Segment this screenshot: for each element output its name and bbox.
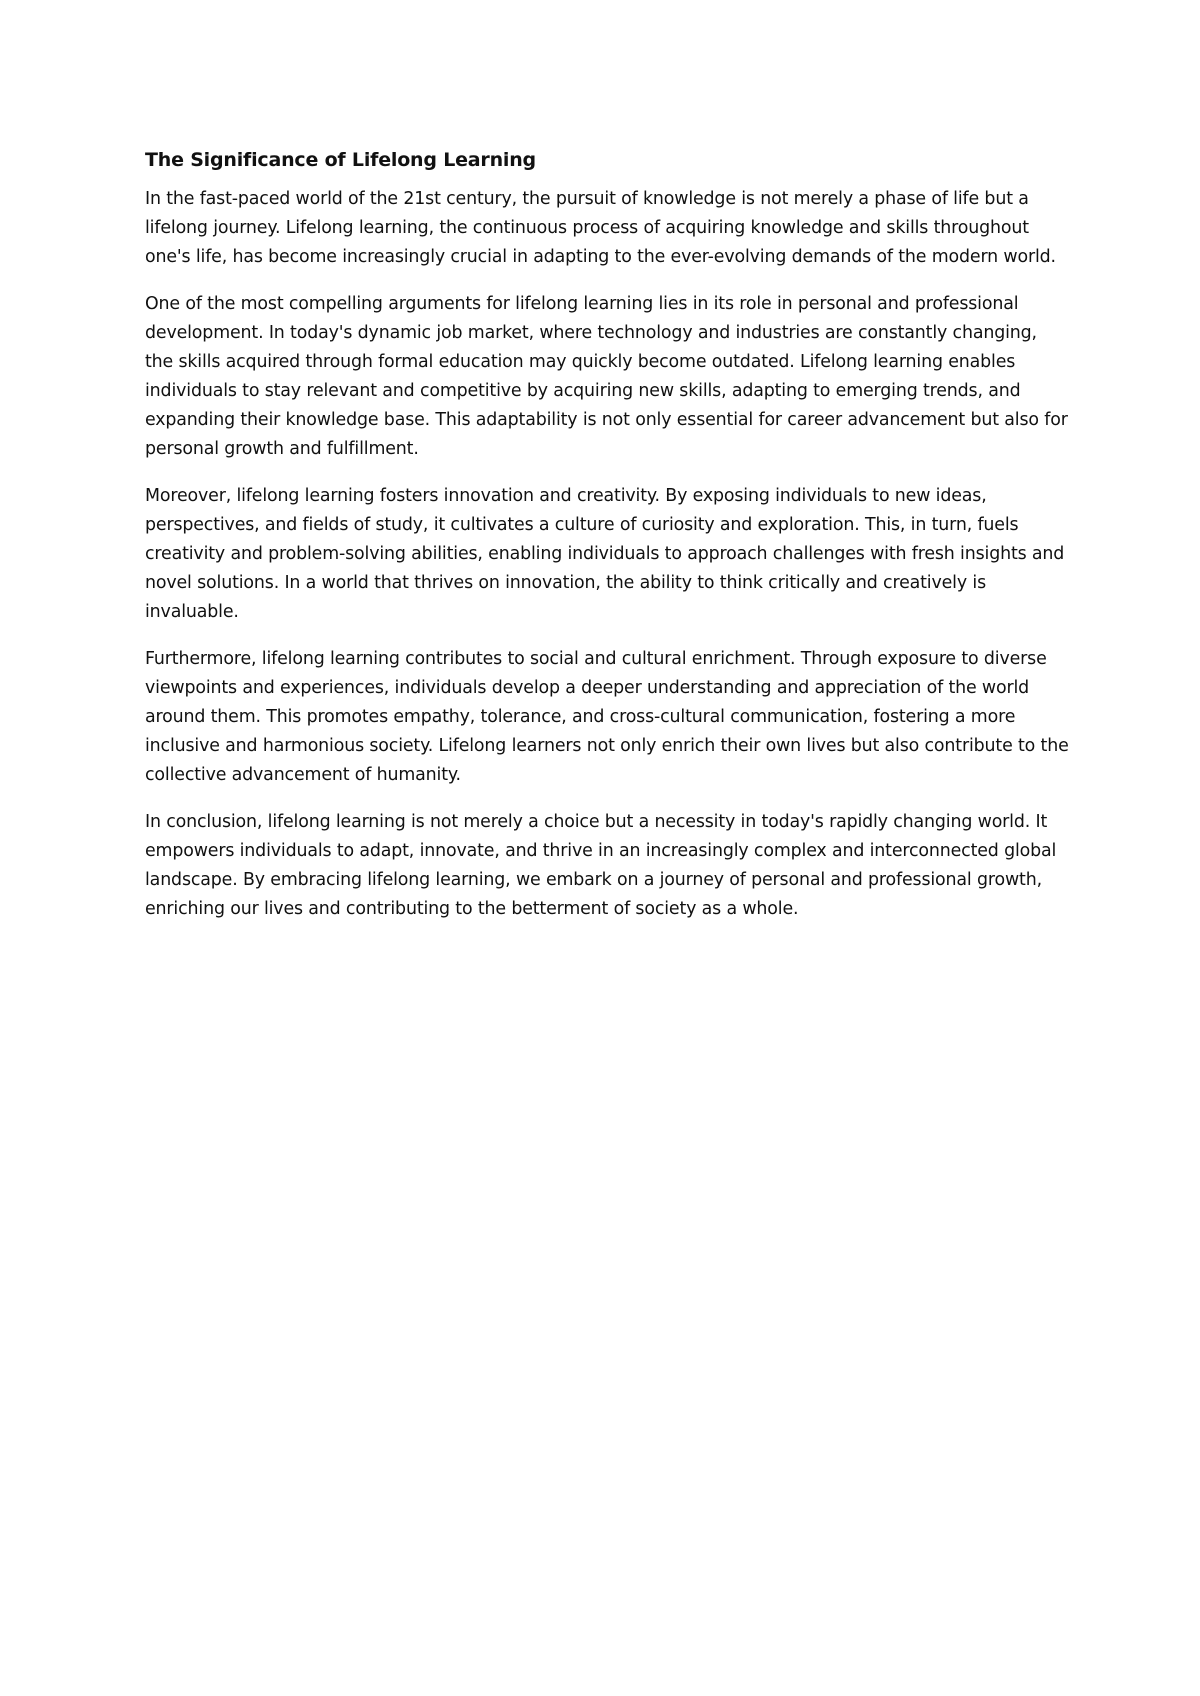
- paragraph-intro: In the fast-paced world of the 21st century, the pursuit of knowledge is not merely a phase of life but a lifelong journey. Lifelong learning, the continuous process of acquiring knowledge and skills throughout one's life, has become increasingly crucial in adapting to the ever-evolving demands of the modern world.: [145, 189, 1056, 267]
- document-title: The Significance of Lifelong Learning: [145, 149, 536, 171]
- paragraph-innovation: Moreover, lifelong learning fosters innovation and creativity. By exposing individuals to new ideas, perspectives, and fields of study, it cultivates a culture of curiosity and exploration. This, in turn, fuels creativity and problem-solving abilities, enabling individuals to approach challenges with fresh insights and novel solutions. In a world that thrives on innovation, the ability to think critically and creatively is invaluable.: [145, 486, 1065, 622]
- document-body: [145, 145, 1070, 942]
- paragraph-conclusion: In conclusion, lifelong learning is not merely a choice but a necessity in today's rapidly changing world. It empowers individuals to adapt, innovate, and thrive in an increasingly complex and interconnected global landscape. By embracing lifelong learning, we embark on a journey of personal and professional growth, enriching our lives and contributing to the betterment of society as a whole.: [145, 812, 1057, 919]
- paragraph-development: One of the most compelling arguments for lifelong learning lies in its role in personal and professional development. In today's dynamic job market, where technology and industries are constantly changing, the skills acquired through formal education may quickly become outdated. Lifelong learning enables individuals to stay relevant and competitive by acquiring new skills, adapting to emerging trends, and expanding their knowledge base. This adaptability is not only essential for career advancement but also for personal growth and fulfillment.: [145, 294, 1068, 459]
- paragraph-social: Furthermore, lifelong learning contributes to social and cultural enrichment. Through exposure to diverse viewpoints and experiences, individuals develop a deeper understanding and appreciation of the world around them. This promotes empathy, tolerance, and cross-cultural communication, fostering a more inclusive and harmonious society. Lifelong learners not only enrich their own lives but also contribute to the collective advancement of humanity.: [145, 649, 1069, 785]
